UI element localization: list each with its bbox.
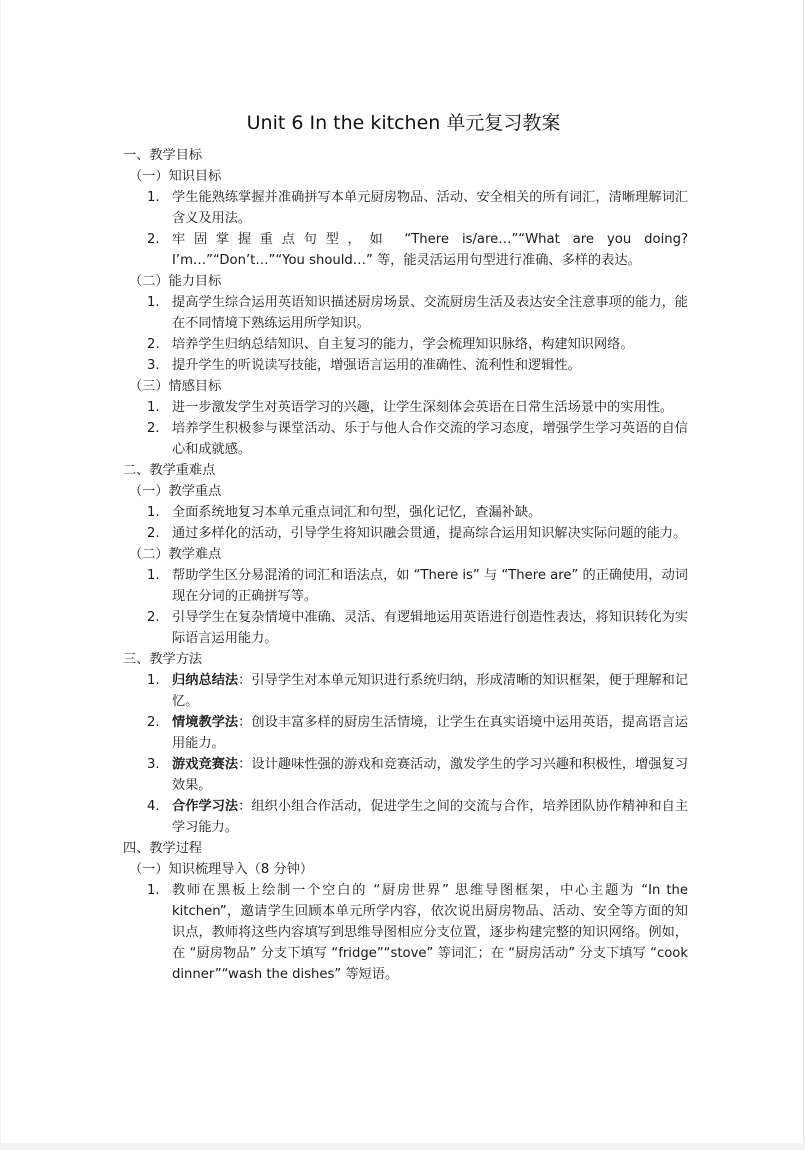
item-number: 2. bbox=[147, 421, 160, 436]
item-number: 1. bbox=[147, 295, 160, 310]
method-name: 合作学习法 bbox=[172, 799, 239, 814]
numbered-list bbox=[123, 292, 688, 376]
item-number: 2. bbox=[147, 232, 160, 247]
item-number: 1. bbox=[147, 400, 160, 415]
item-number: 2. bbox=[147, 526, 160, 541]
item-text: 引导学生在复杂情境中准确、灵活、有逻辑地运用英语进行创造性表达，将知识转化为实际语言运用能力。 bbox=[172, 610, 688, 646]
section-heading: 一、教学目标 bbox=[123, 148, 203, 163]
list-item bbox=[123, 796, 688, 838]
item-text: 教师在黑板上绘制一个空白的 “厨房世界” 思维导图框架，中心主题为 “In the kitchen”，邀请学生回顾本单元所学内容，依次说出厨房物品、活动、安全等方面的知识点，教师将这些内容填写到思维导图相应分支位置，逐步构建完整的知识网络。例如，在 “厨房物品” 分支下填写 “fridge”“stove” 等词汇；在 “厨房活动” 分支下填写 “cook dinner”“wash the dishes” 等短语。 bbox=[172, 883, 688, 982]
item-text: ：设计趣味性强的游戏和竞赛活动，激发学生的学习兴趣和积极性，增强复习效果。 bbox=[172, 757, 689, 793]
item-number: 2. bbox=[147, 610, 160, 625]
document-body bbox=[123, 145, 688, 985]
item-number: 1. bbox=[147, 883, 160, 898]
item-text: ：创设丰富多样的厨房生活情境，让学生在真实语境中运用英语，提高语言运用能力。 bbox=[172, 715, 689, 751]
list-item bbox=[123, 712, 688, 754]
item-text: ：引导学生对本单元知识进行系统归纳，形成清晰的知识框架，便于理解和记忆。 bbox=[172, 673, 689, 709]
list-item bbox=[123, 523, 688, 544]
numbered-list bbox=[123, 397, 688, 460]
list-item bbox=[123, 607, 688, 649]
section-heading: 四、教学过程 bbox=[123, 841, 203, 856]
list-item bbox=[123, 880, 688, 985]
list-item bbox=[123, 565, 688, 607]
item-number: 3. bbox=[147, 358, 160, 373]
item-text: 帮助学生区分易混淆的词汇和语法点，如 “There is” 与 “There are” 的正确使用，动词现在分词的正确拼写等。 bbox=[172, 568, 688, 604]
document-title: Unit 6 In the kitchen 单元复习教案 bbox=[246, 112, 561, 134]
item-number: 1. bbox=[147, 673, 160, 688]
item-number: 2. bbox=[147, 337, 160, 352]
item-text: 进一步激发学生对英语学习的兴趣，让学生深刻体会英语在日常生活场景中的实用性。 bbox=[172, 400, 674, 415]
list-item bbox=[123, 397, 688, 418]
item-text: ：组织小组合作活动，促进学生之间的交流与合作，培养团队协作精神和自主学习能力。 bbox=[172, 799, 689, 835]
subsection-heading: （二）能力目标 bbox=[129, 274, 222, 289]
numbered-list bbox=[123, 565, 688, 649]
list-item bbox=[123, 229, 688, 271]
item-number: 1. bbox=[147, 568, 160, 583]
item-number: 2. bbox=[147, 715, 160, 730]
list-item bbox=[123, 418, 688, 460]
list-item bbox=[123, 334, 688, 355]
item-text: 培养学生归纳总结知识、自主复习的能力，学会梳理知识脉络，构建知识网络。 bbox=[172, 337, 634, 352]
list-item bbox=[123, 502, 688, 523]
item-text: 牢固掌握重点句型，如 “There is/are…”“What are you doing? I’m…”“Don’t…”“You should…” 等，能灵活运用句型进行准确、多样的表达。 bbox=[172, 232, 688, 268]
section-heading: 二、教学重难点 bbox=[123, 463, 216, 478]
item-number: 1. bbox=[147, 190, 160, 205]
subsection-heading: （一）教学重点 bbox=[129, 484, 222, 499]
item-number: 4. bbox=[147, 799, 160, 814]
document-page bbox=[1, 0, 804, 1143]
list-item bbox=[123, 670, 688, 712]
subsection-heading: （一）知识目标 bbox=[129, 169, 222, 184]
method-name: 情境教学法 bbox=[172, 715, 239, 730]
item-text: 学生能熟练掌握并准确拼写本单元厨房物品、活动、安全相关的所有词汇，清晰理解词汇含义及用法。 bbox=[172, 190, 688, 226]
item-text: 通过多样化的活动，引导学生将知识融会贯通，提高综合运用知识解决实际问题的能力。 bbox=[172, 526, 687, 541]
list-item bbox=[123, 754, 688, 796]
subsection-heading: （一）知识梳理导入（8 分钟） bbox=[129, 862, 314, 877]
item-number: 3. bbox=[147, 757, 160, 772]
subsection-heading: （二）教学难点 bbox=[129, 547, 222, 562]
method-name: 游戏竞赛法 bbox=[172, 757, 239, 772]
list-item bbox=[123, 187, 688, 229]
item-text: 提高学生综合运用英语知识描述厨房场景、交流厨房生活及表达安全注意事项的能力，能在不同情境下熟练运用所学知识。 bbox=[172, 295, 688, 331]
section-heading: 三、教学方法 bbox=[123, 652, 203, 667]
numbered-list bbox=[123, 187, 688, 271]
item-text: 提升学生的听说读写技能，增强语言运用的准确性、流利性和逻辑性。 bbox=[172, 358, 581, 373]
list-item bbox=[123, 292, 688, 334]
numbered-list bbox=[123, 670, 688, 838]
item-number: 1. bbox=[147, 505, 160, 520]
subsection-heading: （三）情感目标 bbox=[129, 379, 222, 394]
numbered-list bbox=[123, 880, 688, 985]
item-text: 培养学生积极参与课堂活动、乐于与他人合作交流的学习态度，增强学生学习英语的自信心和成就感。 bbox=[172, 421, 688, 457]
list-item bbox=[123, 355, 688, 376]
numbered-list bbox=[123, 502, 688, 544]
item-text: 全面系统地复习本单元重点词汇和句型，强化记忆，查漏补缺。 bbox=[172, 505, 542, 520]
method-name: 归纳总结法 bbox=[172, 673, 239, 688]
